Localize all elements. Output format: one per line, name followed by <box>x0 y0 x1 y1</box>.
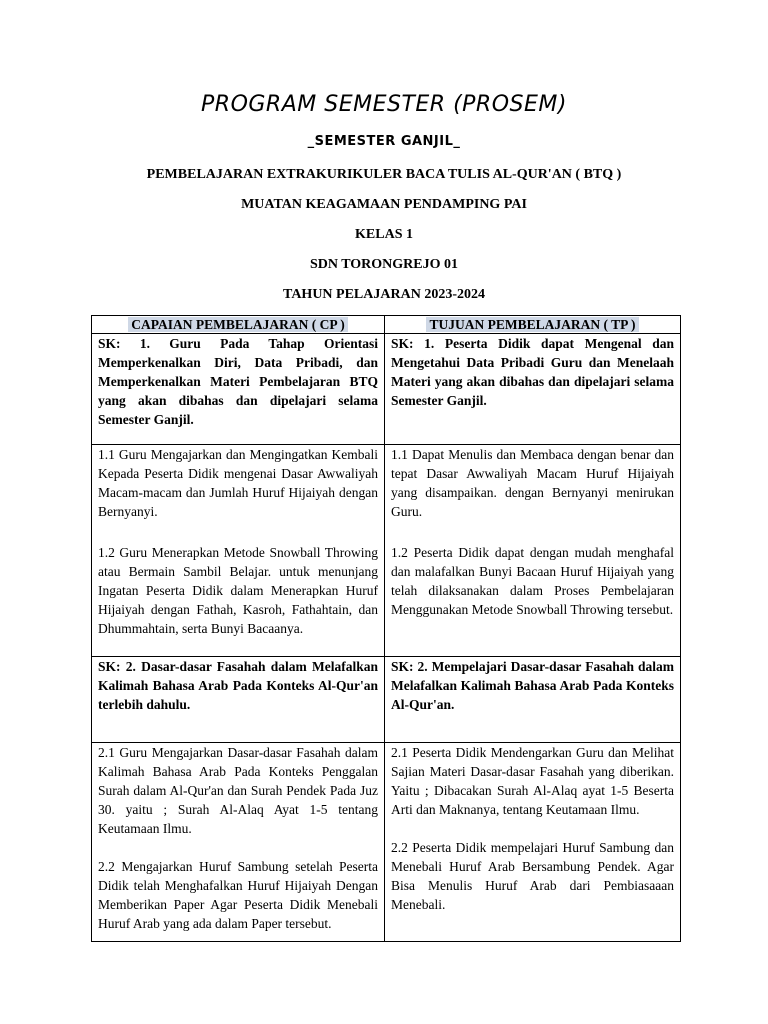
sk1-tp-details-cell <box>385 445 681 657</box>
sk1-cp-details-cell <box>92 445 385 657</box>
tp-1-2: 1.2 Peserta Didik dapat dengan mudah menghafal dan malafalkan Bunyi Bacaan Huruf Hijaiyah yang telah dilaksanakan dalam Proses Pembelajaran Menggunakan Metode Snowball Throwing tersebut. <box>391 545 674 617</box>
document-title: PROGRAM SEMESTER (PROSEM) <box>201 92 567 117</box>
tp-2-2: 2.2 Peserta Didik mempelajari Huruf Sambung dan Menebali Huruf Arab Bersambung Pendek. Agar Bisa Menulis Huruf Arab dari Pembiasaaan Menebali. <box>391 840 674 912</box>
cp-2-2: 2.2 Mengajarkan Huruf Sambung setelah Peserta Didik telah Menghafalkan Huruf Hijaiyah Dengan Memberikan Paper Agar Peserta Didik Menebali Huruf Arab yang ada dalam Paper tersebut. <box>98 859 378 931</box>
tp-1-1: 1.1 Dapat Menulis dan Membaca dengan benar dan tepat Dasar Awwaliyah Macam Huruf Hijaiyah yang disampaikan. dengan Bernyanyi menirukan Guru. <box>391 447 674 519</box>
table-row-sk1 <box>92 334 681 445</box>
sk1-tp-cell: SK: 1. Peserta Didik dapat Mengenal dan Mengetahui Data Pribadi Guru dan Menelaah Materi yang akan dibahas dan dipelajari selama Semester Ganjil. <box>385 334 681 445</box>
document-subtitle: _SEMESTER GANJIL_ <box>307 134 461 149</box>
heading-school: SDN TORONGREJO 01 <box>309 257 459 272</box>
table-row-sk1-details <box>92 445 681 657</box>
sk2-tp-cell: SK: 2. Mempelajari Dasar-dasar Fasahah dalam Melafalkan Kalimah Bahasa Arab Pada Konteks Al-Qur'an. <box>385 657 681 743</box>
cp-2-1: 2.1 Guru Mengajarkan Dasar-dasar Fasahah dalam Kalimah Bahasa Arab Pada Konteks Penggalan Surah dalam Al-Qur'an dan Surah Pendek Pada Juz 30. yaitu ; Surah Al-Alaq Ayat 1-5 tentang Keutamaan Ilmu. <box>98 745 378 836</box>
sk2-cp-cell: SK: 2. Dasar-dasar Fasahah dalam Melafalkan Kalimah Bahasa Arab Pada Konteks Al-Qur'an terlebih dahulu. <box>92 657 385 743</box>
table-row-sk2-details <box>92 743 681 942</box>
cp-1-1: 1.1 Guru Mengajarkan dan Mengingatkan Kembali Kepada Peserta Didik mengenai Dasar Awwaliyah Macam-macam dan Jumlah Huruf Hijaiyah dengan Bernyanyi. <box>98 447 378 519</box>
cp-column-header: CAPAIAN PEMBELAJARAN ( CP ) <box>92 316 385 334</box>
heading-year: TAHUN PELAJARAN 2023-2024 <box>283 287 485 302</box>
heading-kelas: KELAS 1 <box>355 227 413 242</box>
tp-2-1: 2.1 Peserta Didik Mendengarkan Guru dan Melihat Sajian Materi Dasar-dasar Fasahah yang diberikan. Yaitu ; Dibacakan Surah Al-Alaq ayat 1-5 Beserta Arti dan Maknanya, tentang Keutamaan Ilmu. <box>391 745 674 817</box>
heading-program: PEMBELAJARAN EXTRAKURIKULER BACA TULIS AL-QUR'AN ( BTQ ) <box>146 167 622 182</box>
table-header-row <box>92 316 681 334</box>
tp-column-header: TUJUAN PEMBELAJARAN ( TP ) <box>385 316 681 334</box>
heading-muatan: MUATAN KEAGAMAAN PENDAMPING PAI <box>241 197 527 212</box>
cp-1-2: 1.2 Guru Menerapkan Metode Snowball Throwing atau Bermain Sambil Belajar. untuk menunjang Ingatan Peserta Didik dalam Menerapkan Huruf Hijaiyah dengan Fathah, Kasroh, Fathahtain, dan Dhummahtain, serta Bunyi Bacaanya. <box>98 545 378 636</box>
prosem-table <box>91 315 681 942</box>
table-row-sk2 <box>92 657 681 743</box>
sk2-tp-details-cell <box>385 743 681 942</box>
sk2-cp-details-cell <box>92 743 385 942</box>
sk1-cp-cell: SK: 1. Guru Pada Tahap Orientasi Memperkenalkan Diri, Data Pribadi, dan Memperkenalkan Materi Pembelajaran BTQ yang akan dibahas dan dipelajari selama Semester Ganjil. <box>92 334 385 445</box>
